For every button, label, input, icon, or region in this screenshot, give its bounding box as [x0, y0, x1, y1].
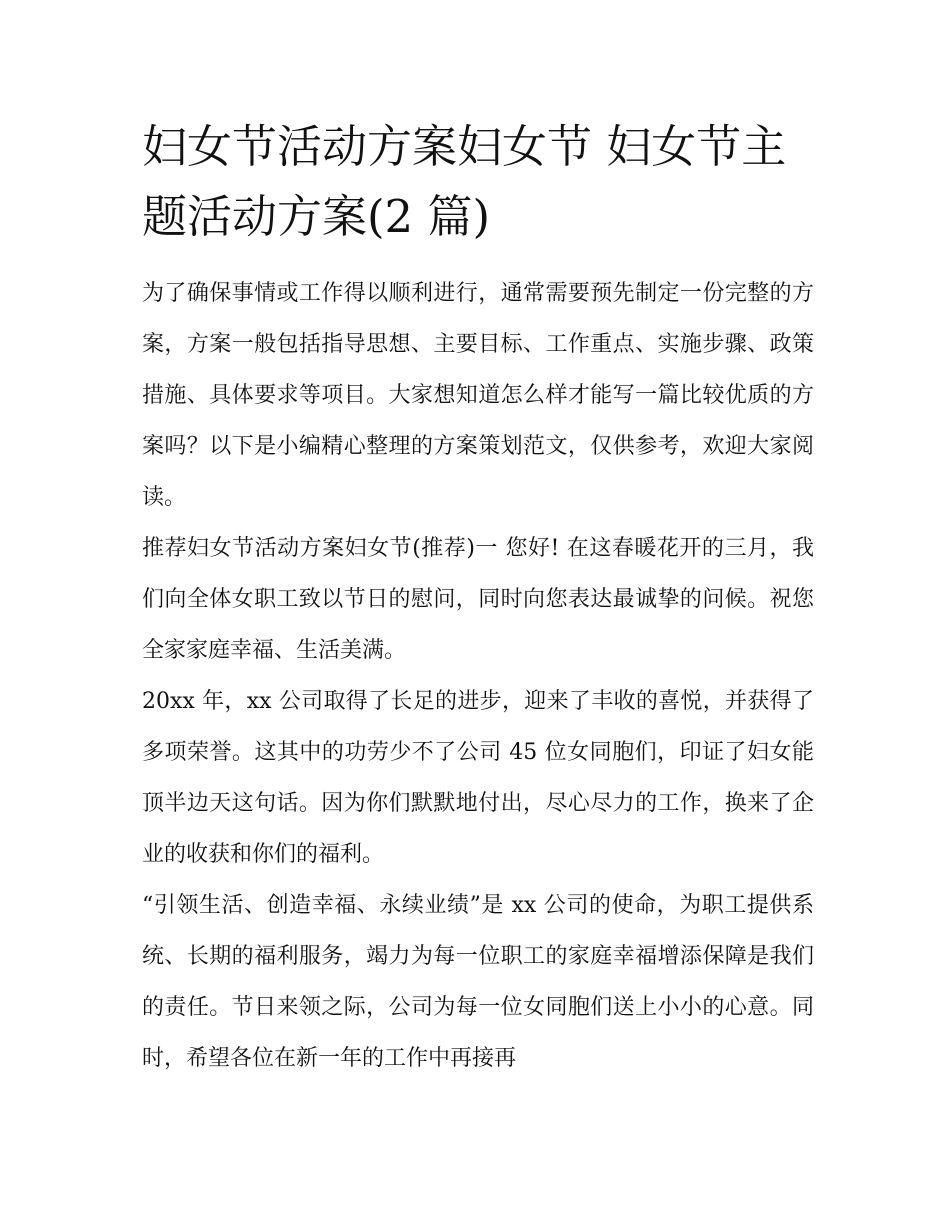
paragraph-achievements: 20xx 年，xx 公司取得了长足的进步，迎来了丰收的喜悦，并获得了多项荣誉。这其中的功劳少不了公司 45 位女同胞们，印证了妇女能顶半边天这句话。因为你们默默地付出，尽心尽力的工作，换来了企业的收获和你们的福利。: [142, 689, 814, 867]
paragraph-intro: 为了确保事情或工作得以顺利进行，通常需要预先制定一份完整的方案，方案一般包括指导思想、主要目标、工作重点、实施步骤、政策措施、具体要求等项目。大家想知道怎么样才能写一篇比较优质的方案吗？以下是小编精心整理的方案策划范文，仅供参考，欢迎大家阅读。: [142, 281, 814, 510]
document-title: 妇女节活动方案妇女节 妇女节主题活动方案(2 篇): [142, 120, 787, 243]
document-content: [142, 112, 814, 1084]
paragraph-greeting: 推荐妇女节活动方案妇女节(推荐)一 您好! 在这春暖花开的三月，我们向全体女职工致以节日的慰问，同时向您表达最诚挚的问候。祝您全家家庭幸福、生活美满。: [142, 536, 814, 663]
paragraph-mission: “引领生活、创造幸福、永续业绩”是 xx 公司的使命，为职工提供系统、长期的福利服务，竭力为每一位职工的家庭幸福增添保障是我们的责任。节日来领之际，公司为每一位女同胞们送上小小的心意。同时，希望各位在新一年的工作中再接再: [142, 893, 814, 1071]
document-body: [142, 268, 814, 1084]
